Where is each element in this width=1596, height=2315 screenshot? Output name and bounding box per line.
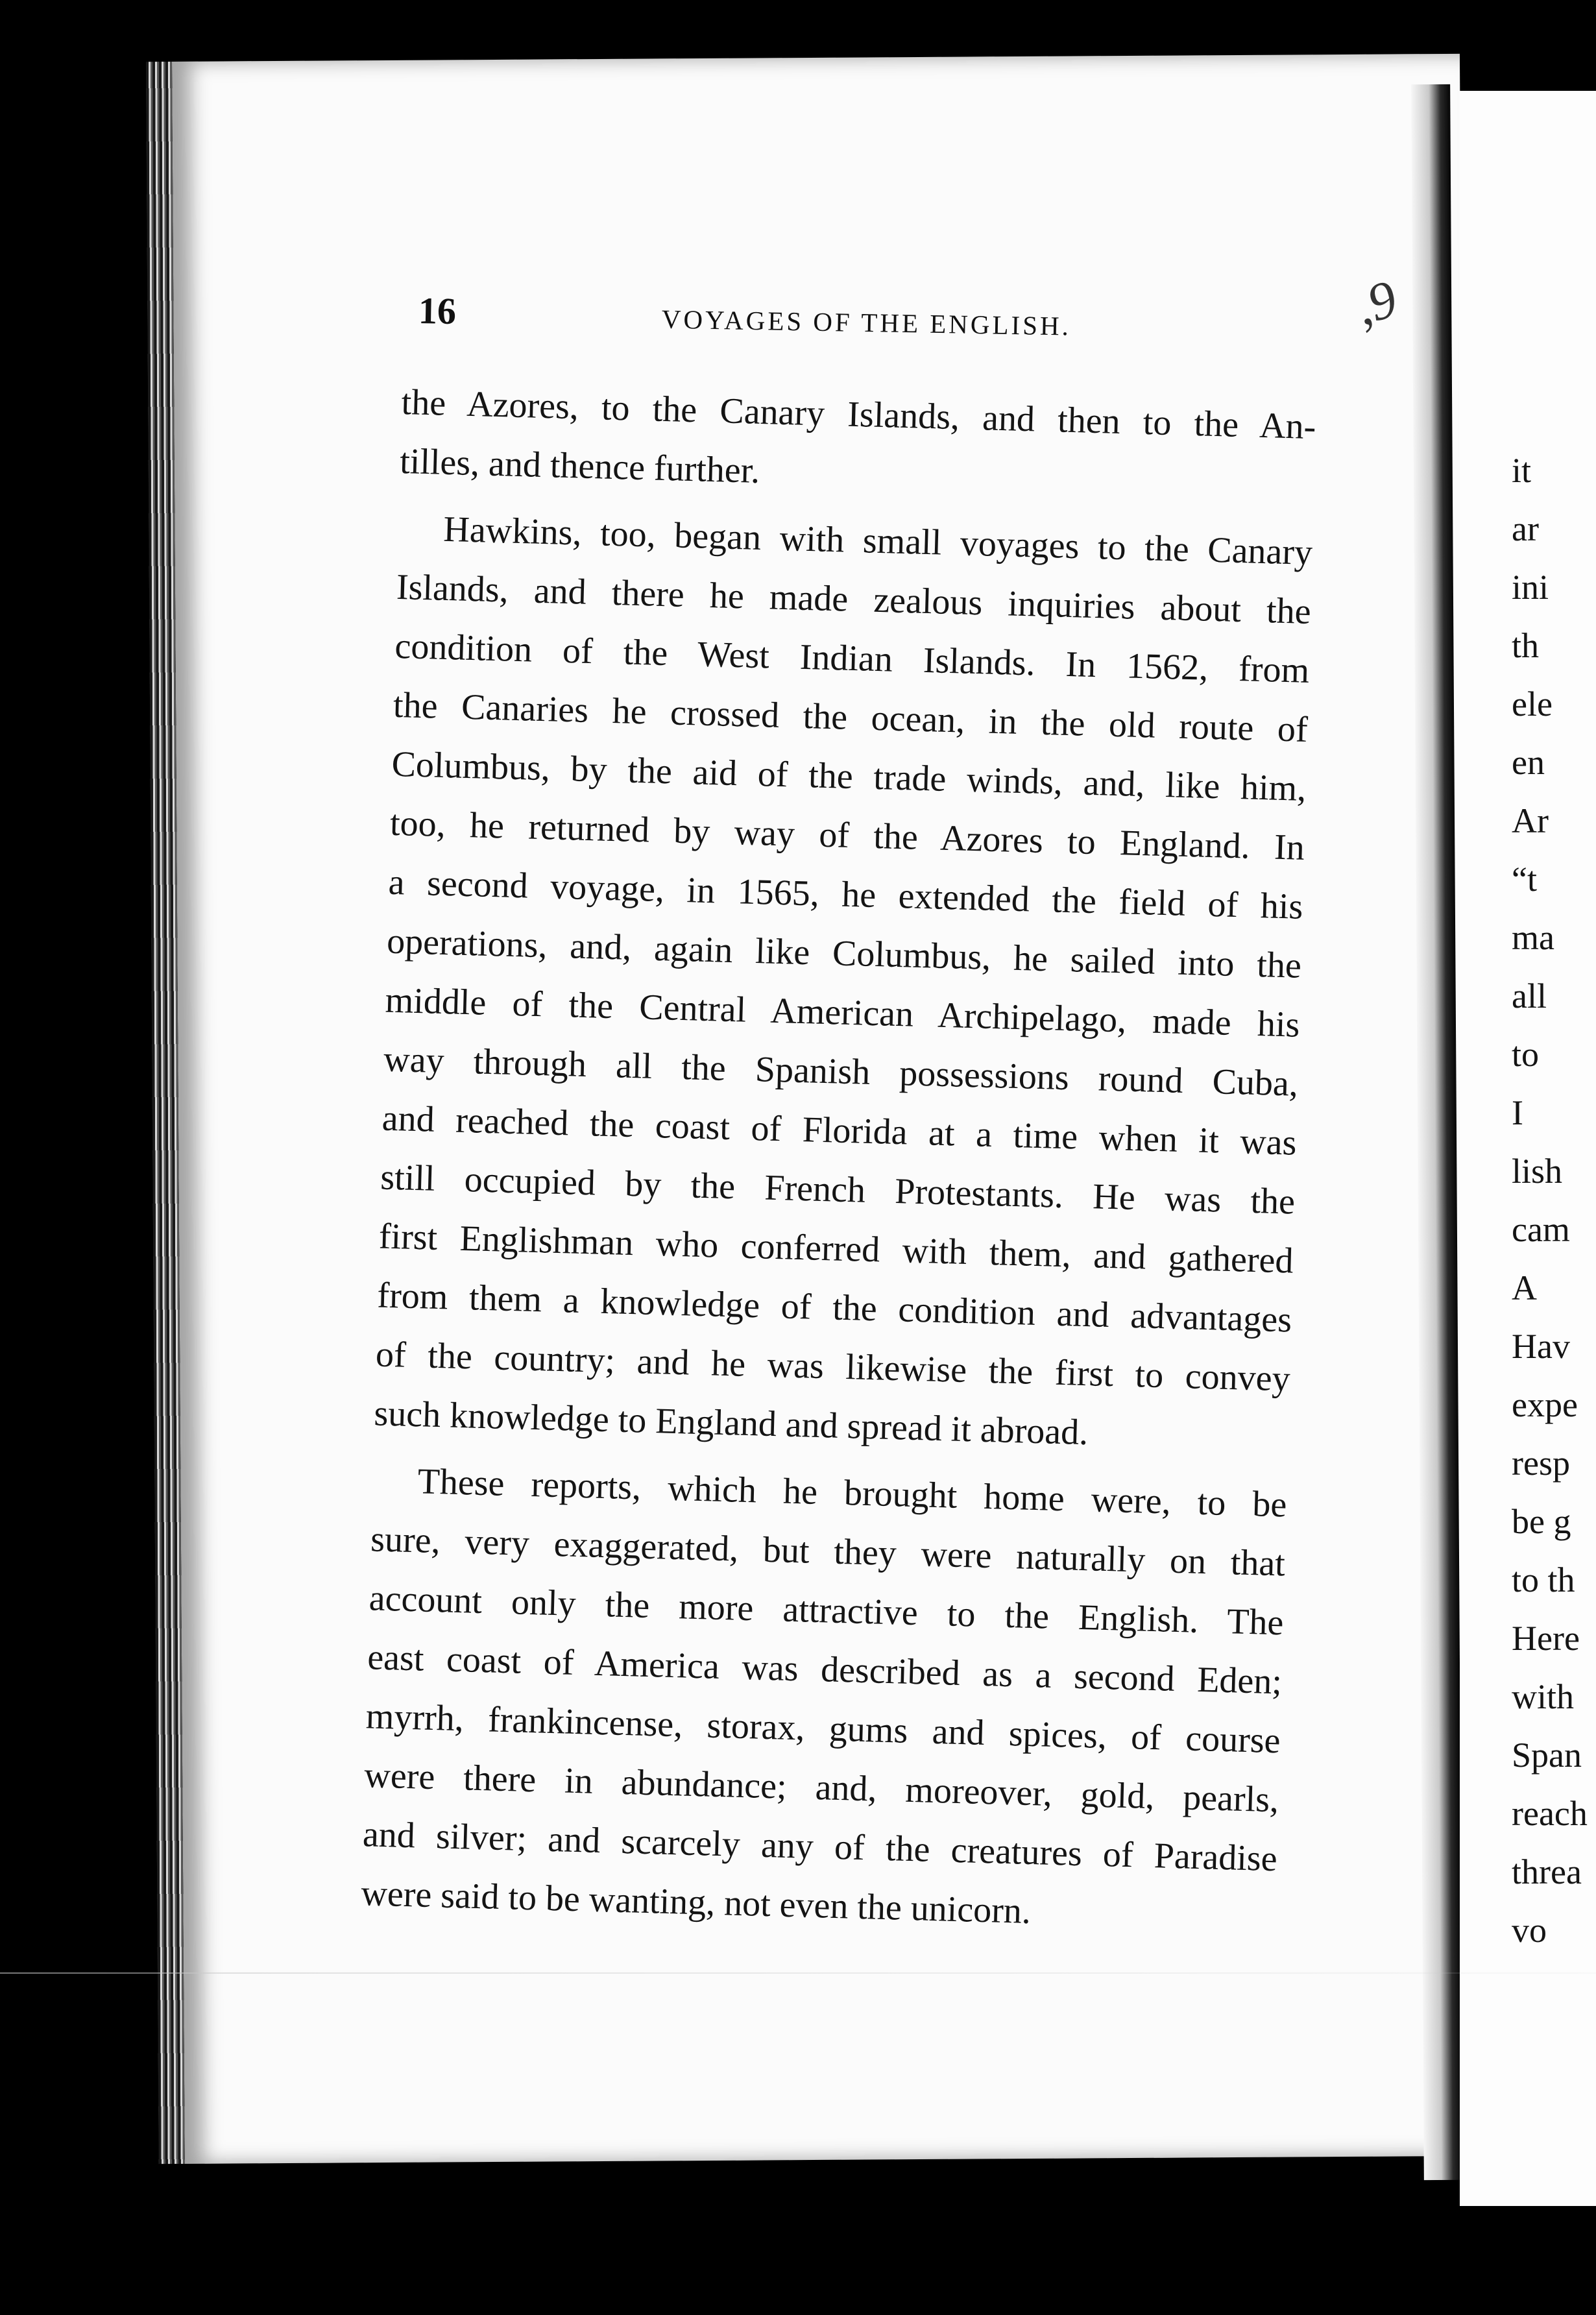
facing-line: resp bbox=[1512, 1444, 1570, 1483]
text-line: were said to be wanting, not even the unicorn. bbox=[360, 1873, 1032, 1932]
scan-top-border bbox=[149, 0, 1596, 62]
facing-line: threa bbox=[1512, 1852, 1582, 1891]
text-line: too, he returned by way of the Azores to England. In bbox=[389, 803, 1305, 868]
scanner-artifact-line bbox=[0, 1972, 1596, 1974]
text-line: such knowledge to England and spread it abroad. bbox=[373, 1393, 1089, 1453]
text-line: tilles, and thence further. bbox=[399, 441, 761, 491]
facing-line: expe bbox=[1512, 1385, 1578, 1424]
facing-line: Span bbox=[1512, 1736, 1582, 1775]
running-title: VOYAGES OF THE ENGLISH. bbox=[661, 304, 1072, 341]
text-line: the Canaries he crossed the ocean, in the old route of bbox=[393, 685, 1309, 750]
facing-line: ma bbox=[1512, 918, 1554, 957]
text-line: Islands, and there he made zealous inquiries about the bbox=[396, 566, 1312, 633]
text-line: These reports, which he brought home were, to be bbox=[417, 1461, 1288, 1525]
facing-page-text-fragments bbox=[1512, 441, 1596, 1959]
text-line: from them a knowledge of the condition and advantages bbox=[376, 1275, 1292, 1340]
text-line: east coast of America was described as a second Eden; bbox=[367, 1637, 1283, 1703]
text-line: first Englishman who conferred with them, and gathered bbox=[378, 1216, 1294, 1281]
text-line: way through all the Spanish possessions round Cuba, bbox=[383, 1039, 1299, 1104]
facing-line: Hav bbox=[1512, 1327, 1570, 1366]
facing-line: A bbox=[1512, 1268, 1537, 1307]
text-line: of the country; and he was likewise the first to convey bbox=[375, 1334, 1291, 1400]
text-line: a second voyage, in 1565, he extended the field of his bbox=[387, 862, 1304, 927]
text-line: and silver; and scarcely any of the creatures of Paradise bbox=[362, 1814, 1278, 1880]
facing-line: I bbox=[1512, 1093, 1523, 1132]
text-line: still occupied by the French Protestants. He was the bbox=[380, 1157, 1296, 1222]
facing-line: ini bbox=[1512, 568, 1549, 607]
page-body-text bbox=[360, 373, 1316, 1948]
facing-line: to bbox=[1512, 1035, 1540, 1074]
facing-line: it bbox=[1512, 451, 1532, 490]
text-line: condition of the West Indian Islands. In 1562, from bbox=[394, 625, 1310, 691]
facing-line: to th bbox=[1512, 1560, 1575, 1599]
facing-line: cam bbox=[1512, 1210, 1570, 1249]
pencil-margin-mark: ,9 bbox=[1348, 268, 1404, 337]
facing-line: lish bbox=[1512, 1152, 1563, 1191]
facing-line: “t bbox=[1512, 860, 1537, 899]
scan-bottom-border bbox=[0, 2258, 1596, 2315]
facing-line: reach bbox=[1512, 1794, 1588, 1833]
text-line: account only the more attractive to the English. The bbox=[369, 1578, 1285, 1643]
text-line: Columbus, by the aid of the trade winds, and, like him, bbox=[391, 744, 1307, 809]
facing-line: all bbox=[1512, 976, 1547, 1015]
text-line: sure, very exaggerated, but they were naturally on that bbox=[370, 1519, 1286, 1584]
facing-line: Ar bbox=[1512, 801, 1549, 840]
facing-line: th bbox=[1512, 626, 1540, 665]
facing-line: vo bbox=[1512, 1911, 1547, 1950]
page-number: 16 bbox=[418, 289, 457, 333]
facing-line: with bbox=[1512, 1677, 1575, 1716]
facing-line: be g bbox=[1512, 1502, 1571, 1541]
text-line: operations, and, again like Columbus, he sailed into the bbox=[386, 921, 1302, 986]
text-line: were there in abundance; and, moreover, gold, pearls, bbox=[363, 1755, 1279, 1821]
text-line: the Azores, to the Canary Islands, and then to the An- bbox=[400, 382, 1317, 448]
facing-line: Here bbox=[1512, 1619, 1580, 1658]
facing-line: en bbox=[1512, 743, 1545, 782]
text-line: and reached the coast of Florida at a time when it was bbox=[381, 1098, 1298, 1163]
text-line: middle of the Central American Archipelago, made his bbox=[385, 980, 1301, 1045]
text-line: Hawkins, too, began with small voyages to the Canary bbox=[442, 509, 1313, 574]
text-line: myrrh, frankincense, storax, gums and spices, of course bbox=[365, 1696, 1281, 1762]
facing-line: ele bbox=[1512, 685, 1553, 723]
facing-line: ar bbox=[1512, 509, 1539, 548]
